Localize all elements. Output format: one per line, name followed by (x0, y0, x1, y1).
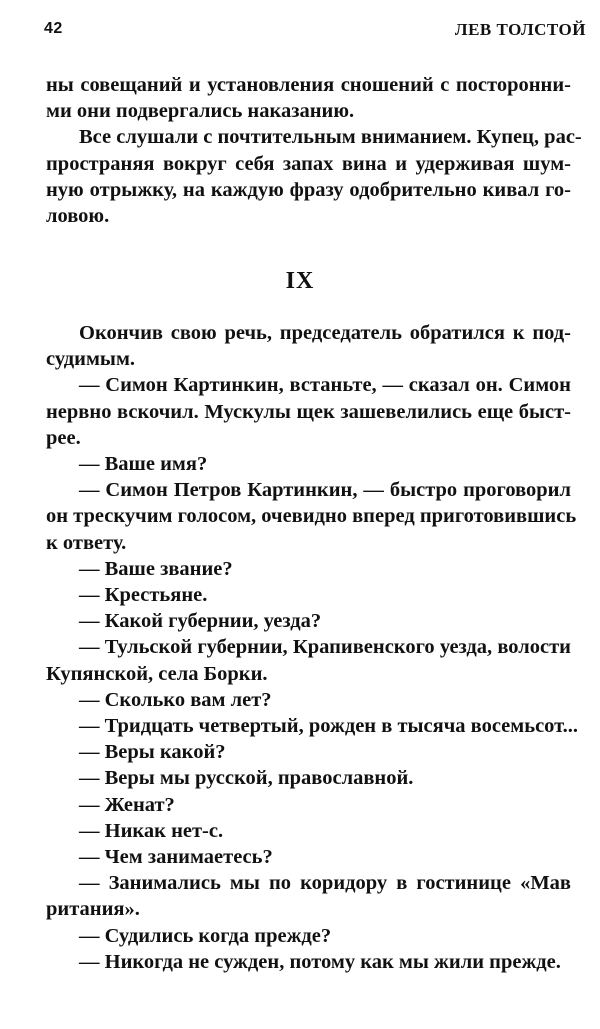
text-line: — Никак нет-с. (79, 819, 224, 842)
paragraph (46, 923, 571, 949)
paragraph (46, 72, 571, 124)
text-line: — Какой губернии, уезда? (79, 610, 322, 633)
text-line: — Веры какой? (79, 741, 226, 764)
text-line: — Никогда не сужден, потому как мы жили прежде. (79, 950, 561, 973)
paragraph (46, 556, 571, 582)
page-header (44, 20, 586, 44)
paragraph (46, 818, 571, 844)
paragraph (46, 372, 571, 451)
paragraph (46, 844, 571, 870)
text-line: — Женат? (79, 793, 175, 816)
paragraph (46, 634, 571, 686)
paragraph (46, 792, 571, 818)
paragraph (46, 320, 571, 372)
text-line: — Сколько вам лет? (79, 688, 272, 711)
text-line: ную отрыжку, на каждую фразу одобрительно кивал го- (46, 178, 571, 201)
paragraph (46, 608, 571, 634)
text-line: к ответу. (46, 531, 127, 554)
text-line: судимым. (46, 348, 136, 371)
paragraph (46, 739, 571, 765)
text-line: ловою. (46, 205, 110, 228)
paragraph (46, 870, 571, 922)
text-line: — Тульской губернии, Крапивенского уезда, волости (79, 636, 571, 659)
paragraph (46, 713, 579, 739)
running-head: ЛЕВ ТОЛСТОЙ (454, 20, 586, 39)
text-line: он трескучим голосом, очевидно вперед приготовившись (46, 505, 577, 528)
text-line: — Крестьяне. (79, 584, 208, 607)
paragraph (46, 582, 571, 608)
text-line: Окончив свою речь, председатель обратился к под- (79, 322, 571, 344)
text-line: Все слушали с почтительным вниманием. Купец, рас- (79, 126, 582, 149)
text-line: — Занимались мы по коридору в гостинице «Мав (79, 872, 571, 895)
text-line: — Тридцать четвертый, рожден в тысяча восемьсот... (79, 715, 579, 738)
text-line: ми они подвергались наказанию. (46, 100, 355, 123)
chapter-text-block (46, 320, 579, 975)
page-number: 42 (44, 20, 63, 37)
paragraph (46, 124, 582, 229)
text-line: Купянской, села Борки. (46, 662, 268, 685)
text-line: нервно вскочил. Мускулы щек зашевелились еще быст- (46, 400, 571, 423)
chapter-heading: IX (285, 268, 315, 294)
text-line: — Ваше имя? (79, 453, 208, 476)
text-line: ны совещаний и установления сношений с посторонни- (46, 74, 571, 96)
paragraph (46, 949, 571, 975)
text-line: — Судились когда прежде? (79, 924, 332, 947)
text-line: — Ваше звание? (79, 557, 233, 580)
paragraph (46, 765, 571, 791)
text-line: рее. (46, 426, 81, 449)
paragraph (46, 451, 571, 477)
paragraph (46, 687, 571, 713)
text-line: — Веры мы русской, православной. (79, 767, 414, 790)
text-line: — Симон Петров Картинкин, — быстро проговорил (79, 479, 571, 502)
text-line: — Симон Картинкин, встаньте, — сказал он. Симон (79, 374, 571, 397)
text-line: — Чем занимаетесь? (79, 846, 273, 869)
top-text-block (46, 72, 582, 229)
paragraph (46, 477, 577, 556)
text-line: ритания». (46, 898, 140, 921)
text-line: пространяя вокруг себя запах вина и удерживая шум- (46, 152, 571, 175)
